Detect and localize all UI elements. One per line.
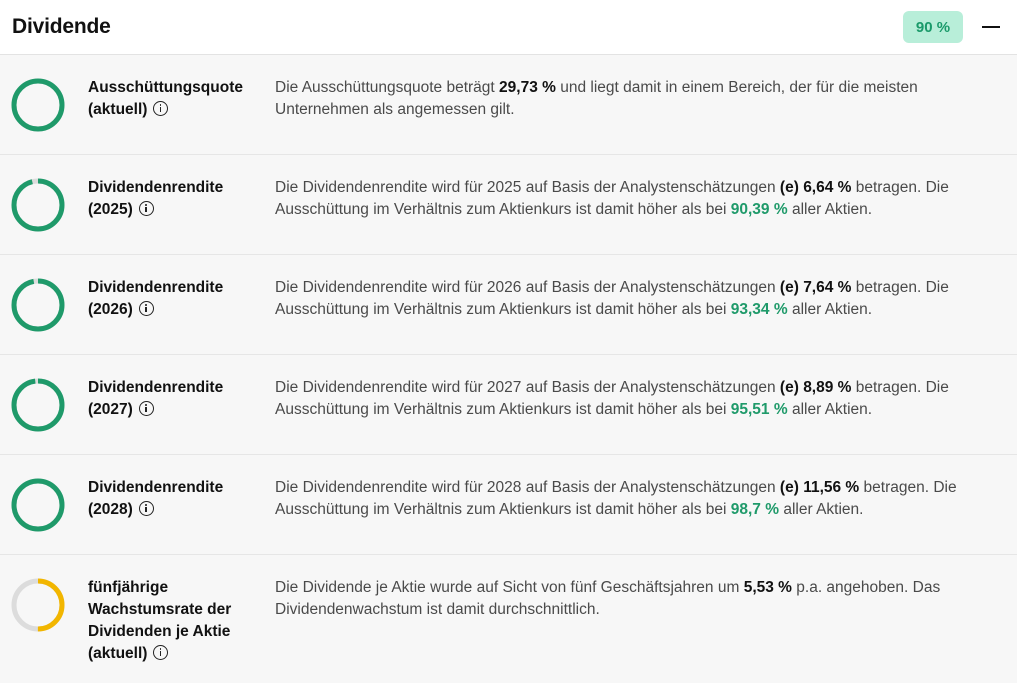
criterion-description: Die Dividendenrendite wird für 2028 auf Basis der Analystenschätzungen (e) 11,56 % betragen. Die Ausschüttung im Verhältnis zum Aktienkurs ist damit höher als bei 98,7 % aller Aktien. [275, 479, 957, 518]
collapse-button[interactable] [981, 17, 1001, 37]
criterion-description: Die Dividende je Aktie wurde auf Sicht von fünf Geschäftsjahren um 5,53 % p.a. angehoben. Das Dividendenwachstum ist damit durchschnittlich. [275, 579, 941, 618]
criterion-label: Dividendenrendite (2026) [88, 279, 224, 318]
criterion-description: Die Dividendenrendite wird für 2026 auf Basis der Analystenschätzungen (e) 7,64 % betragen. Die Ausschüttung im Verhältnis zum Aktienkurs ist damit höher als bei 93,34 % aller Aktien. [275, 279, 949, 318]
minus-icon [982, 26, 1000, 28]
criterion-row [0, 155, 1017, 255]
section-title: Dividende [12, 15, 111, 38]
criterion-label: Ausschüttungsquote (aktuell) [88, 79, 243, 118]
criterion-row [0, 55, 1017, 155]
criterion-description: Die Ausschüttungsquote beträgt 29,73 % und liegt damit in einem Bereich, der für die meisten Unternehmen als angemessen gilt. [275, 79, 918, 118]
score-ring-icon [10, 77, 66, 133]
score-ring-icon [10, 577, 66, 633]
score-badge: 90 % [903, 11, 963, 43]
score-ring-icon [10, 277, 66, 333]
criterion-label: Dividendenrendite (2027) [88, 379, 224, 418]
criterion-description: Die Dividendenrendite wird für 2025 auf Basis der Analystenschätzungen (e) 6,64 % betragen. Die Ausschüttung im Verhältnis zum Aktienkurs ist damit höher als bei 90,39 % aller Aktien. [275, 179, 949, 218]
info-icon[interactable] [153, 101, 168, 116]
ring-progress [14, 81, 62, 129]
criterion-row [0, 555, 1017, 683]
criterion-label: fünfjährige Wachstumsrate der Dividenden je Aktie (aktuell) [88, 579, 232, 662]
ring-progress [14, 381, 62, 429]
criterion-row [0, 455, 1017, 555]
info-icon[interactable] [153, 645, 168, 660]
info-icon[interactable] [139, 501, 154, 516]
criterion-row [0, 255, 1017, 355]
criterion-row [0, 355, 1017, 455]
score-ring-icon [10, 177, 66, 233]
score-ring-icon [10, 377, 66, 433]
criteria-list [0, 55, 1017, 683]
info-icon[interactable] [139, 301, 154, 316]
info-icon[interactable] [139, 201, 154, 216]
ring-progress [14, 481, 62, 529]
criterion-description: Die Dividendenrendite wird für 2027 auf Basis der Analystenschätzungen (e) 8,89 % betragen. Die Ausschüttung im Verhältnis zum Aktienkurs ist damit höher als bei 95,51 % aller Aktien. [275, 379, 949, 418]
score-ring-icon [10, 477, 66, 533]
criterion-label: Dividendenrendite (2025) [88, 179, 224, 218]
info-icon[interactable] [139, 401, 154, 416]
criterion-label: Dividendenrendite (2028) [88, 479, 224, 518]
section-header[interactable] [0, 0, 1017, 55]
ring-progress [14, 281, 62, 329]
ring-progress [14, 181, 62, 229]
